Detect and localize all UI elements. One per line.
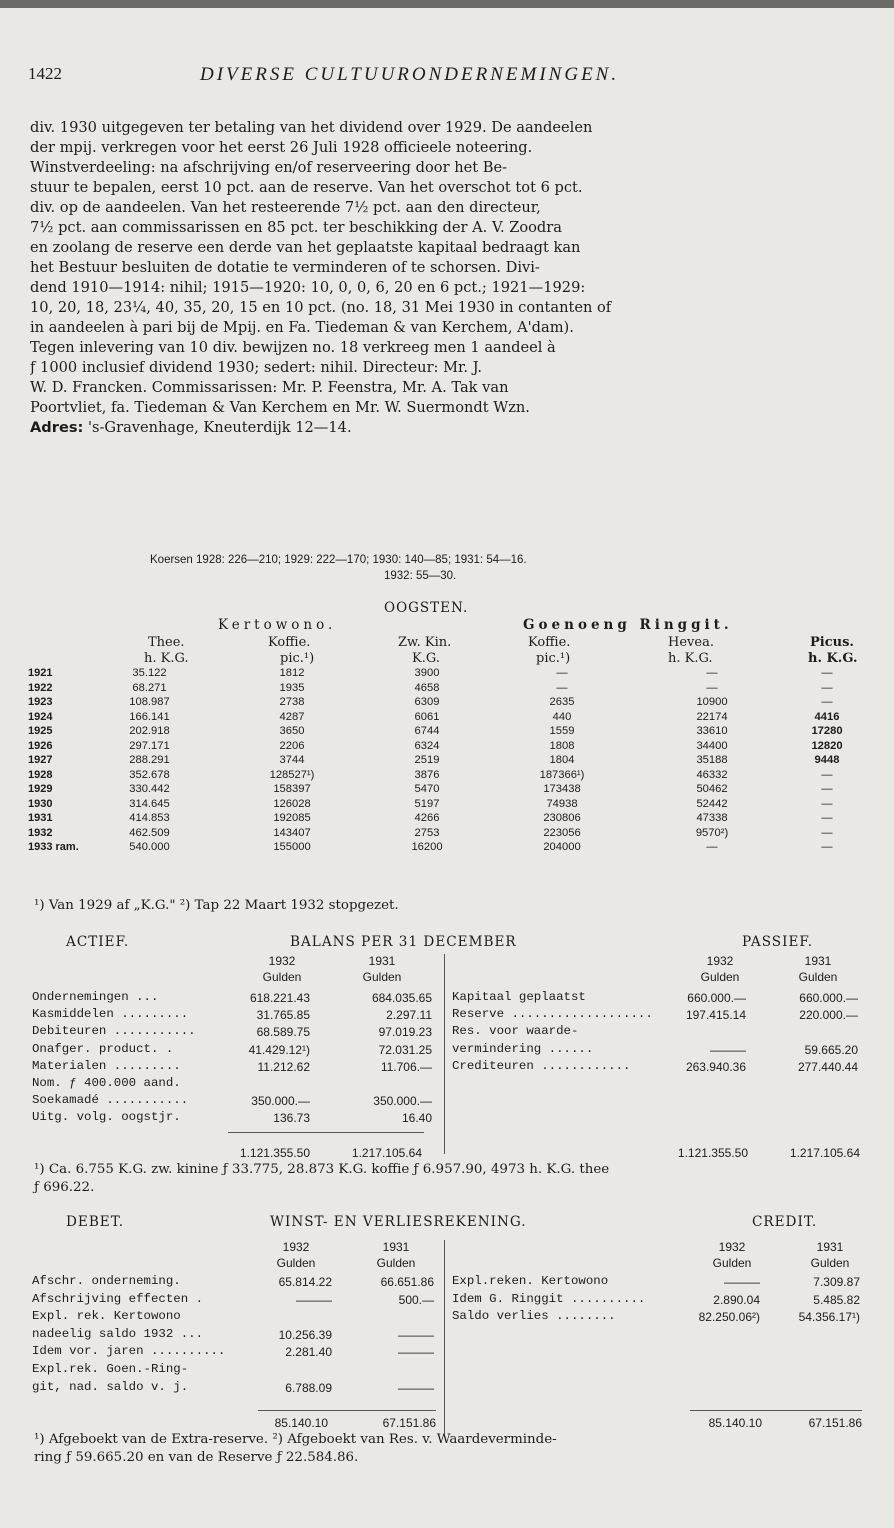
harvest-cell: —: [706, 681, 718, 694]
col-name-hevea: Hevea.: [668, 635, 714, 650]
statement-amount: 500.—: [398, 1292, 434, 1307]
harvest-cell: 35.122: [132, 667, 167, 679]
harvest-cell: 2519: [414, 754, 440, 766]
balans-footnote-1: ¹) Ca. 6.755 K.G. zw. kinine ƒ 33.775, 28.873 K.G. koffie ƒ 6.957.90, 4973 h. K.G. thee: [34, 1162, 610, 1177]
statement-amount: 197.415.14: [685, 1008, 746, 1023]
statement-label: Kapitaal geplaatst: [452, 990, 586, 1004]
harvest-cell: 22174: [696, 710, 728, 723]
winst-unit-right-1932: Gulden: [712, 1256, 752, 1270]
statement-amount: ———: [398, 1345, 434, 1360]
harvest-cell: 4658: [414, 681, 440, 694]
harvest-cell: 6309: [414, 696, 440, 708]
oogsten-title: OOGSTEN.: [384, 600, 469, 616]
address-line: [30, 418, 866, 438]
statement-label: Expl.reken. Kertowono: [452, 1274, 609, 1288]
harvest-year: 1922: [28, 681, 53, 694]
text-line: Poortvliet, fa. Tiedeman & Van Kerchem en Mr. W. Suermondt Wzn.: [30, 399, 530, 416]
winst-credit-title: CREDIT.: [752, 1214, 818, 1230]
statement-label: Kasmiddelen .........: [32, 1007, 189, 1022]
statement-amount: 66.651.86: [380, 1275, 434, 1289]
statement-amount: 41.429.12¹): [248, 1042, 310, 1057]
statement-label: nadeelig saldo 1932 ...: [32, 1326, 204, 1341]
winst-title: WINST- EN VERLIESREKENING.: [270, 1214, 527, 1230]
text-line: 10, 20, 18, 23¼, 40, 35, 20, 15 en 10 pct. (no. 18, 31 Mei 1930 in contanten of: [30, 299, 612, 316]
harvest-cell: 5470: [414, 783, 440, 795]
harvest-cell: 4266: [414, 812, 440, 824]
harvest-cell: 3876: [414, 768, 440, 781]
balans-left-total-rule: [228, 1132, 424, 1133]
winst-footnote-2: ring ƒ 59.665.20 en van de Reserve ƒ 22.584.86.: [34, 1450, 359, 1465]
col-name-koffie: Koffie.: [268, 635, 311, 650]
harvest-cell: 173438: [543, 783, 581, 795]
statement-label: git, nad. saldo v. j.: [32, 1379, 189, 1394]
winst-right-total-1932: 85.140.10: [708, 1416, 762, 1430]
balans-unit-left-1931: Gulden: [362, 970, 402, 984]
harvest-cell: —: [821, 696, 833, 708]
winst-right-total-1931: 67.151.86: [808, 1416, 862, 1430]
harvest-row: [28, 724, 867, 739]
statement-amount: 5.485.82: [813, 1292, 860, 1307]
harvest-cell: 6744: [414, 725, 440, 737]
harvest-cell: —: [706, 841, 718, 853]
statement-amount: ———: [398, 1380, 434, 1395]
statement-label: Crediteuren ............: [452, 1058, 631, 1073]
harvest-year: 1927: [28, 754, 53, 766]
statement-amount: 2.281.40: [285, 1345, 332, 1360]
balans-divider: [444, 954, 445, 1154]
statement-label: Idem vor. jaren ..........: [32, 1344, 226, 1359]
harvest-cell: 17280: [811, 725, 843, 737]
harvest-cell: 166.141: [129, 710, 170, 723]
harvest-cell: —: [821, 768, 833, 781]
harvest-cell: 47338: [696, 812, 728, 824]
harvest-cell: —: [821, 681, 833, 694]
harvest-table: [28, 666, 867, 855]
statement-amount: ———: [398, 1327, 434, 1342]
col-unit-picus: h. K.G.: [808, 651, 858, 666]
statement-label: vermindering ......: [452, 1041, 594, 1056]
harvest-row: [28, 826, 867, 841]
statement-amount: ———: [710, 1042, 746, 1057]
group-kertowono: Kertowono.: [218, 617, 337, 633]
statement-amount: 97.019.23: [378, 1025, 432, 1040]
harvest-cell: 462.509: [129, 826, 170, 839]
harvest-row: [28, 666, 867, 681]
winst-left-total-1931: 67.151.86: [382, 1416, 436, 1430]
statement-amount: 263.940.36: [685, 1059, 746, 1074]
statement-label: Idem G. Ringgit ..........: [452, 1291, 646, 1306]
col-name-koffie-2: Koffie.: [528, 635, 571, 650]
koersen-line-2: 1932: 55—30.: [384, 570, 457, 582]
statement-amount: 82.250.06²): [698, 1310, 760, 1325]
balans-footnote-2: ƒ 696.22.: [34, 1180, 95, 1195]
harvest-cell: 16200: [411, 841, 443, 853]
harvest-cell: 223056: [543, 826, 581, 839]
harvest-cell: 1808: [549, 739, 575, 752]
statement-amount: 7.309.87: [813, 1275, 860, 1289]
text-line: der mpij. verkregen voor het eerst 26 Juli 1928 officieele noteering.: [30, 139, 533, 156]
harvest-cell: 204000: [543, 841, 581, 853]
address-value: 's-Gravenhage, Kneuterdijk 12—14.: [88, 419, 352, 436]
harvest-year: 1924: [28, 710, 53, 723]
harvest-year: 1928: [28, 768, 53, 781]
balans-year-left-1932: 1932: [268, 954, 296, 968]
harvest-year: 1923: [28, 696, 53, 708]
text-line: stuur te bepalen, eerst 10 pct. aan de reserve. Van het overschot tot 6 pct.: [30, 179, 583, 196]
col-unit-hevea: h. K.G.: [668, 651, 713, 666]
harvest-cell: 540.000: [129, 841, 170, 853]
statement-amount: 660.000.—: [799, 991, 858, 1005]
harvest-year: 1929: [28, 783, 53, 795]
balans-year-right-1931: 1931: [804, 954, 832, 968]
statement-label: Ondernemingen ...: [32, 990, 159, 1004]
balans-unit-right-1931: Gulden: [798, 970, 838, 984]
text-line: het Bestuur besluiten de dotatie te verminderen of te schorsen. Divi-: [30, 259, 540, 276]
statement-amount: 6.788.09: [285, 1380, 332, 1395]
harvest-cell: 2738: [279, 696, 305, 708]
statement-amount: 10.256.39: [278, 1327, 332, 1342]
harvest-cell: 6061: [414, 710, 440, 723]
harvest-year: 1932: [28, 826, 53, 839]
harvest-cell: 2635: [549, 696, 575, 708]
oogsten-footnote: ¹) Van 1929 af „K.G." ²) Tap 22 Maart 1932 stopgezet.: [34, 898, 399, 913]
harvest-cell: 314.645: [129, 797, 170, 810]
harvest-cell: 12820: [811, 739, 843, 752]
harvest-cell: 352.678: [129, 768, 170, 781]
harvest-cell: 126028: [273, 797, 311, 810]
winst-unit-left-1932: Gulden: [276, 1256, 316, 1270]
statement-label: Afschr. onderneming.: [32, 1274, 181, 1288]
text-line: en zoolang de reserve een derde van het geplaatste kapitaal bedraagt kan: [30, 239, 581, 256]
harvest-cell: 1935: [279, 681, 305, 694]
harvest-cell: —: [556, 667, 568, 679]
harvest-cell: —: [706, 667, 718, 679]
text-line: dend 1910—1914: nihil; 1915—1920: 10, 0, 0, 6, 20 en 6 pct.; 1921—1929:: [30, 279, 586, 296]
address-label: Adres:: [30, 419, 84, 436]
statement-label: Nom. ƒ 400.000 aand.: [32, 1076, 181, 1090]
harvest-cell: 158397: [273, 783, 311, 795]
winst-divider: [444, 1240, 445, 1434]
harvest-cell: 440: [552, 710, 572, 723]
harvest-cell: 6324: [414, 739, 440, 752]
statement-amount: 350.000.—: [373, 1094, 432, 1109]
statement-amount: 220.000.—: [799, 1008, 858, 1023]
col-unit-zw-kin: K.G.: [412, 651, 440, 666]
harvest-cell: 230806: [543, 812, 581, 824]
harvest-cell: 2753: [414, 826, 440, 839]
running-title: DIVERSE CULTUURONDERNEMINGEN.: [200, 64, 620, 85]
harvest-cell: 33610: [696, 725, 728, 737]
statement-amount: 684.035.65: [371, 991, 432, 1005]
winst-left-total-1932: 85.140.10: [274, 1416, 328, 1430]
winst-year-left-1932: 1932: [282, 1240, 310, 1254]
text-line: W. D. Francken. Commissarissen: Mr. P. Feenstra, Mr. A. Tak van: [30, 379, 509, 396]
text-line: in aandeelen à pari bij de Mpij. en Fa. Tiedeman & van Kerchem, A'dam).: [30, 319, 574, 336]
statement-label: Afschrijving effecten .: [32, 1291, 204, 1306]
harvest-row: [28, 782, 867, 797]
statement-amount: ———: [296, 1292, 332, 1307]
harvest-row: [28, 739, 867, 754]
harvest-cell: 143407: [273, 826, 311, 839]
harvest-cell: 9448: [814, 754, 840, 766]
statement-amount: 72.031.25: [378, 1042, 432, 1057]
winst-debet-title: DEBET.: [66, 1214, 125, 1230]
harvest-year: 1933 ram.: [28, 841, 79, 853]
balans-right-total-1931: 1.217.105.64: [789, 1146, 860, 1160]
harvest-cell: —: [821, 783, 833, 795]
text-line: div. 1930 uitgegeven ter betaling van het dividend over 1929. De aandeelen: [30, 119, 593, 136]
harvest-cell: 414.853: [129, 812, 170, 824]
statement-amount: ———: [724, 1275, 760, 1289]
harvest-cell: 52442: [696, 797, 728, 810]
winst-year-right-1932: 1932: [718, 1240, 746, 1254]
balans-title: BALANS PER 31 DECEMBER: [290, 934, 517, 950]
statement-label: Reserve ...................: [452, 1007, 653, 1022]
winst-year-right-1931: 1931: [816, 1240, 844, 1254]
harvest-cell: 3650: [279, 725, 305, 737]
statement-label: Saldo verlies ........: [452, 1309, 616, 1324]
harvest-cell: 187366¹): [539, 768, 585, 781]
harvest-cell: —: [821, 826, 833, 839]
harvest-cell: 9570²): [695, 826, 729, 839]
harvest-cell: 202.918: [129, 725, 170, 737]
balans-unit-right-1932: Gulden: [700, 970, 740, 984]
col-name-thee: Thee.: [148, 635, 185, 650]
harvest-cell: 1559: [549, 725, 575, 737]
harvest-row: [28, 695, 867, 710]
balans-passief-title: PASSIEF.: [742, 934, 814, 950]
statement-amount: 65.814.22: [278, 1275, 332, 1289]
statement-amount: 31.765.85: [256, 1008, 310, 1023]
statement-amount: 11.706.—: [380, 1059, 432, 1074]
harvest-year: 1931: [28, 812, 53, 824]
text-line: Tegen inlevering van 10 div. bewijzen no. 18 verkreeg men 1 aandeel à: [30, 339, 556, 356]
harvest-cell: 128527¹): [269, 768, 315, 781]
harvest-cell: 3900: [414, 667, 440, 679]
statement-amount: 136.73: [273, 1111, 310, 1126]
winst-footnote-1: ¹) Afgeboekt van de Extra-reserve. ²) Afgeboekt van Res. v. Waardeverminde-: [34, 1432, 557, 1447]
koersen-line-1: Koersen 1928: 226—210; 1929: 222—170; 1930: 140—85; 1931: 54—16.: [150, 554, 527, 566]
harvest-cell: 192085: [273, 812, 311, 824]
harvest-year: 1930: [28, 797, 53, 810]
scan-edge: [0, 0, 894, 8]
harvest-cell: 5197: [414, 797, 440, 810]
statement-label: Materialen .........: [32, 1058, 181, 1073]
harvest-cell: 1812: [279, 667, 305, 679]
text-line: 7½ pct. aan commissarissen en 85 pct. ter beschikking der A. V. Zoodra: [30, 219, 562, 236]
harvest-cell: 1804: [549, 754, 575, 766]
harvest-cell: —: [821, 667, 833, 679]
col-name-picus: Picus.: [810, 635, 854, 650]
statement-label: Expl. rek. Kertowono: [32, 1309, 181, 1324]
harvest-cell: 46332: [696, 768, 728, 781]
statement-amount: 54.356.17¹): [798, 1310, 860, 1325]
statement-amount: 350.000.—: [251, 1094, 310, 1109]
statement-label: Onafger. product. .: [32, 1041, 174, 1056]
statement-label: Res. voor waarde-: [452, 1024, 579, 1039]
harvest-row: [28, 681, 867, 696]
statement-label: Uitg. volg. oogstjr.: [32, 1110, 181, 1125]
statement-amount: 68.589.75: [256, 1025, 310, 1040]
text-line: div. op de aandeelen. Van het resteerende 7½ pct. aan den directeur,: [30, 199, 541, 216]
balans-actief-title: ACTIEF.: [66, 934, 130, 950]
winst-year-left-1931: 1931: [382, 1240, 410, 1254]
statement-amount: 2.297.11: [386, 1008, 432, 1023]
statement-amount: 16.40: [401, 1111, 432, 1126]
harvest-cell: 50462: [696, 783, 728, 795]
harvest-cell: 297.171: [129, 739, 170, 752]
statement-label: Soekamadé ...........: [32, 1093, 189, 1108]
harvest-cell: 3744: [279, 754, 305, 766]
harvest-cell: 108.987: [129, 696, 170, 708]
winst-unit-right-1931: Gulden: [810, 1256, 850, 1270]
col-unit-thee: h. K.G.: [144, 651, 189, 666]
group-goenoeng-ringgit: Goenoeng Ringgit.: [523, 617, 733, 633]
harvest-cell: 4287: [279, 710, 305, 723]
col-name-zw-kin: Zw. Kin.: [398, 635, 452, 650]
col-unit-koffie: pic.¹): [280, 651, 315, 666]
harvest-year: 1921: [28, 667, 53, 679]
balans-left-total-1932: 1.121.355.50: [239, 1146, 310, 1160]
text-line: Winstverdeeling: na afschrijving en/of reserveering door het Be-: [30, 159, 508, 176]
harvest-cell: 10900: [696, 696, 728, 708]
harvest-cell: —: [821, 812, 833, 824]
harvest-cell: 68.271: [132, 681, 167, 694]
harvest-row: [28, 710, 867, 725]
balans-left-total-1931: 1.217.105.64: [351, 1146, 422, 1160]
statement-amount: 2.890.04: [713, 1292, 760, 1307]
page-number: 1422: [28, 64, 62, 83]
statement-amount: 11.212.62: [257, 1059, 310, 1074]
winst-left-total-rule: [258, 1410, 436, 1411]
balans-unit-left-1932: Gulden: [262, 970, 302, 984]
harvest-cell: 155000: [273, 841, 311, 853]
balans-year-left-1931: 1931: [368, 954, 396, 968]
harvest-cell: —: [821, 797, 833, 810]
harvest-row: [28, 753, 867, 768]
balans-right-total-1932: 1.121.355.50: [677, 1146, 748, 1160]
harvest-cell: 4416: [814, 710, 840, 723]
harvest-row: [28, 797, 867, 812]
harvest-cell: 288.291: [129, 754, 170, 766]
col-unit-koffie-2: pic.¹): [536, 651, 571, 666]
harvest-row: [28, 768, 867, 783]
harvest-cell: 2206: [279, 739, 305, 752]
text-line: ƒ 1000 inclusief dividend 1930; sedert: nihil. Directeur: Mr. J.: [30, 359, 483, 376]
harvest-cell: 35188: [696, 754, 728, 766]
winst-right-total-rule: [690, 1410, 862, 1411]
winst-unit-left-1931: Gulden: [376, 1256, 416, 1270]
harvest-row: [28, 811, 867, 826]
harvest-year: 1926: [28, 739, 53, 752]
statement-amount: 59.665.20: [804, 1042, 858, 1057]
statement-amount: 660.000.—: [687, 991, 746, 1005]
statement-amount: 277.440.44: [797, 1059, 858, 1074]
harvest-cell: —: [556, 681, 568, 694]
harvest-cell: 330.442: [129, 783, 170, 795]
harvest-row: [28, 840, 867, 855]
harvest-year: 1925: [28, 725, 53, 737]
statement-label: Expl.rek. Goen.-Ring-: [32, 1362, 189, 1376]
balans-year-right-1932: 1932: [706, 954, 734, 968]
harvest-cell: 74938: [546, 797, 578, 810]
harvest-cell: 34400: [696, 739, 728, 752]
harvest-cell: —: [821, 841, 833, 853]
statement-amount: 618.221.43: [249, 991, 310, 1005]
company-description: [30, 118, 866, 438]
statement-label: Debiteuren ...........: [32, 1024, 196, 1039]
